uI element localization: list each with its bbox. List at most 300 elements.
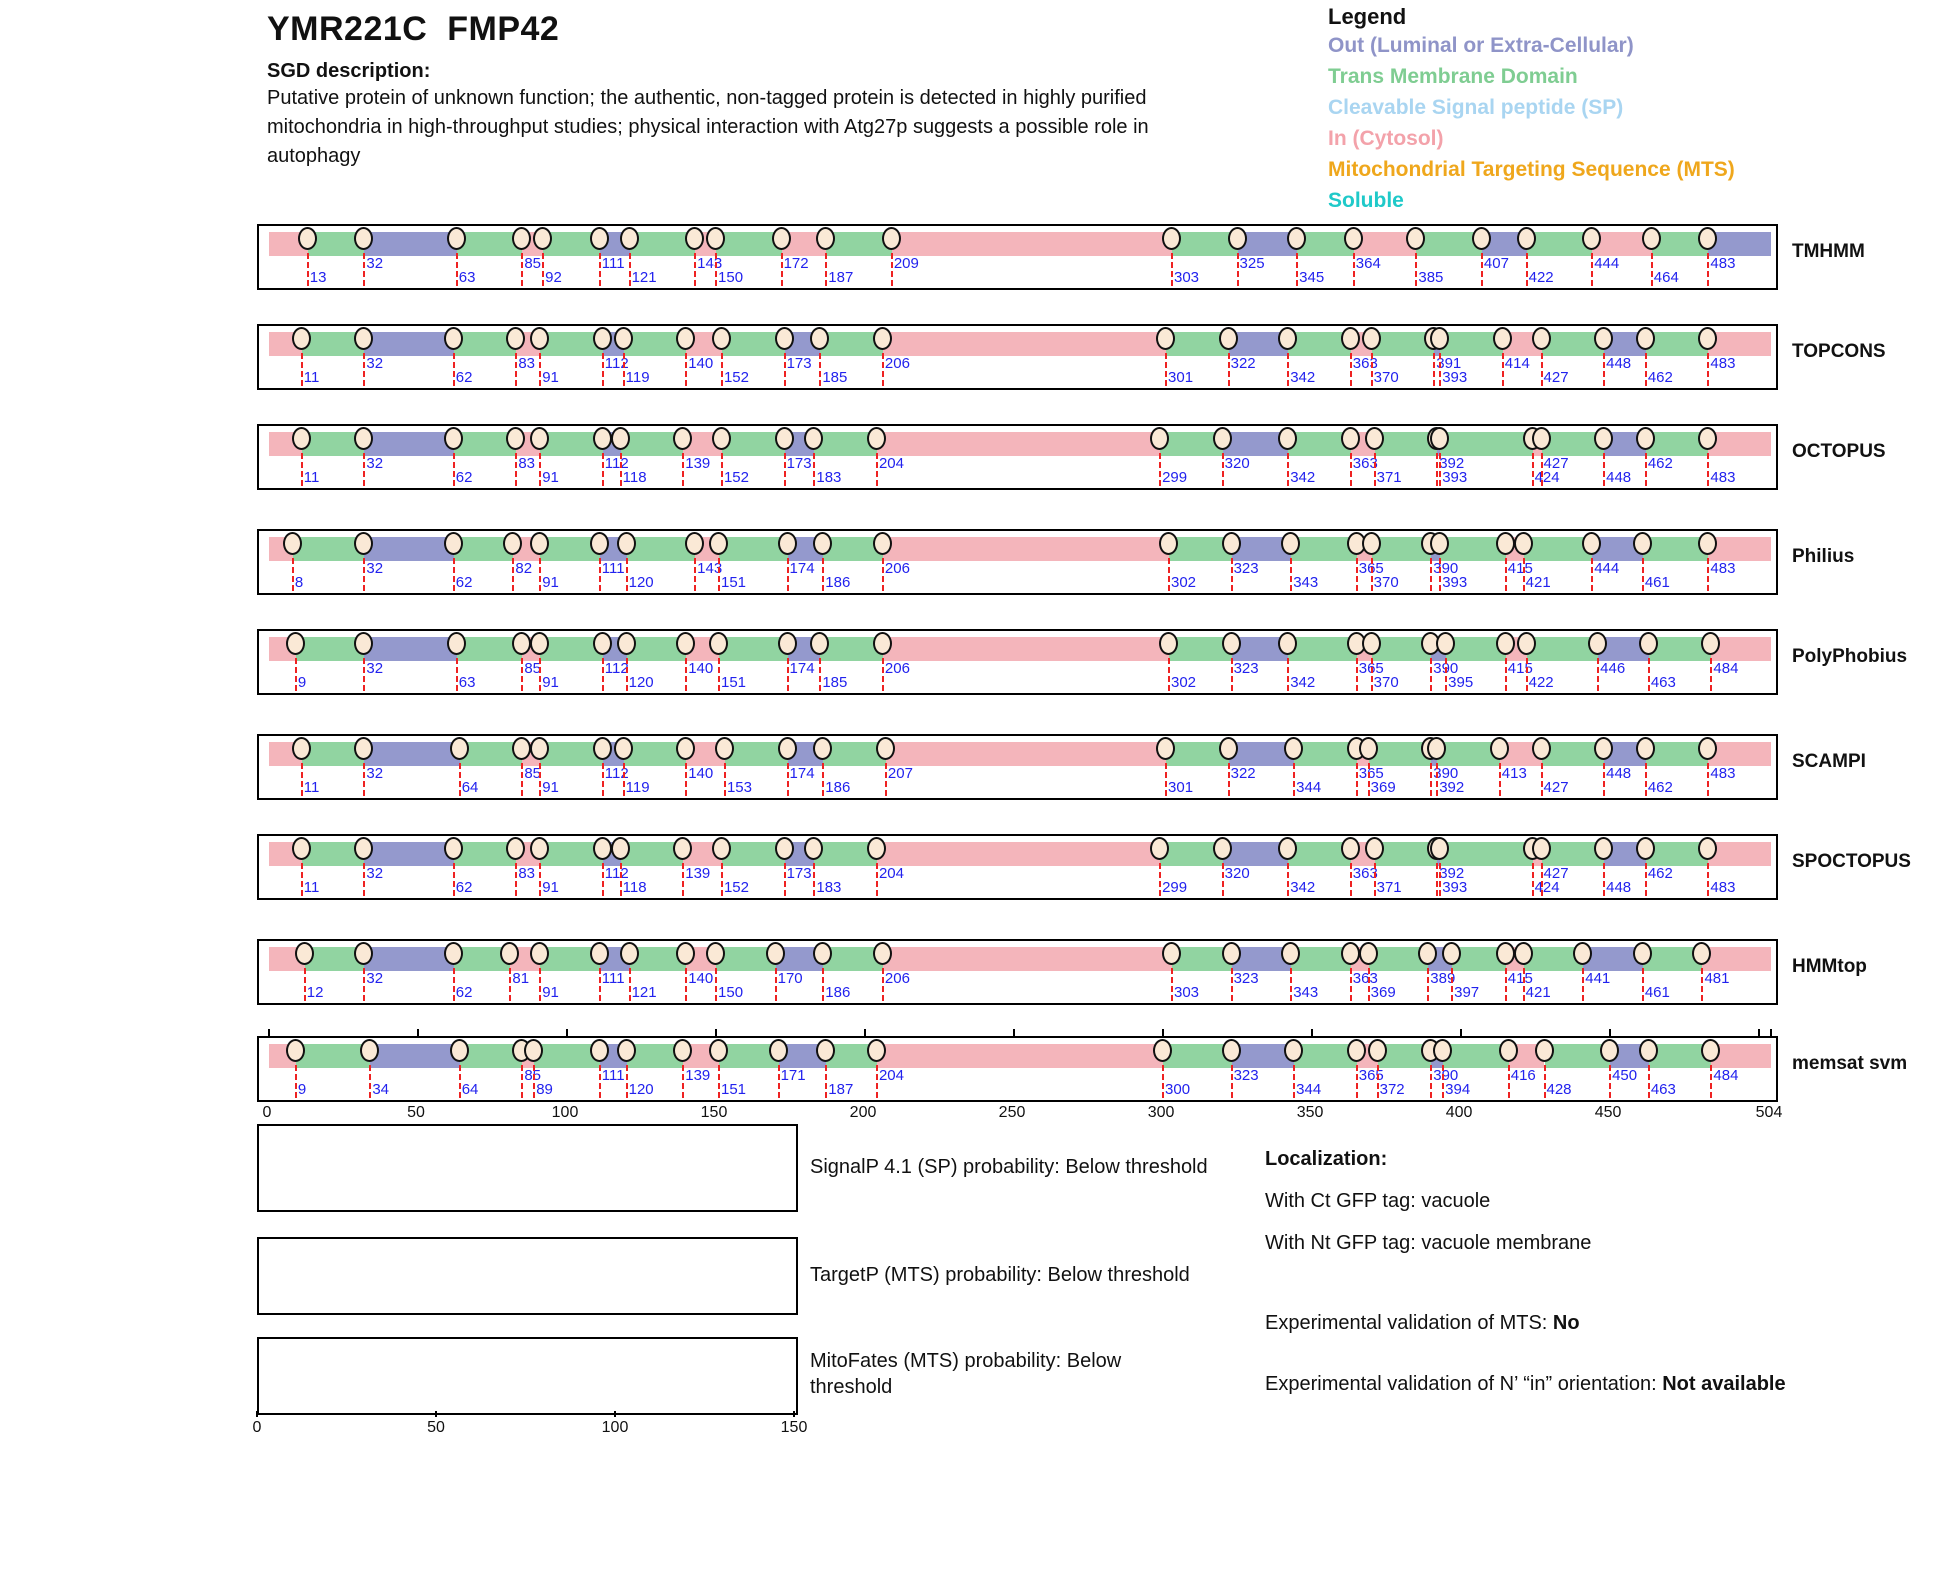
boundary-line: [539, 968, 541, 1001]
mitofates-axis-tick: [435, 1411, 437, 1417]
legend-title: Legend: [1328, 4, 1407, 29]
boundary-number: 83: [518, 455, 536, 472]
boundary-number: 62: [455, 469, 473, 486]
segment-in: [1708, 537, 1771, 561]
boundary-marker: [712, 327, 731, 350]
boundary-line: [825, 253, 827, 286]
boundary-line: [1707, 353, 1709, 386]
boundary-line: [1350, 968, 1352, 1001]
track-label-octopus: OCTOPUS: [1792, 441, 1886, 462]
boundary-line: [521, 253, 523, 286]
boundary-number: 185: [822, 674, 848, 691]
boundary-line: [623, 353, 625, 386]
boundary-line: [1371, 353, 1373, 386]
boundary-number: 206: [884, 355, 910, 372]
boundary-marker: [593, 427, 612, 450]
boundary-line: [819, 353, 821, 386]
boundary-line: [1645, 763, 1647, 796]
boundary-line: [1371, 558, 1373, 591]
boundary-marker: [778, 532, 797, 555]
boundary-marker: [1368, 1039, 1387, 1062]
boundary-line: [1707, 763, 1709, 796]
boundary-line: [1710, 1065, 1712, 1098]
boundary-number: 151: [721, 1081, 747, 1098]
boundary-number: 462: [1647, 865, 1673, 882]
boundary-line: [882, 353, 884, 386]
segment-out: [364, 332, 453, 356]
boundary-marker: [775, 427, 794, 450]
boundary-line: [602, 763, 604, 796]
boundary-number: 461: [1644, 984, 1670, 1001]
boundary-marker: [447, 632, 466, 655]
boundary-number: 152: [723, 879, 749, 896]
boundary-number: 395: [1448, 674, 1474, 691]
boundary-number: 118: [622, 469, 647, 486]
axis-tick-label: 350: [1296, 1104, 1324, 1121]
boundary-line: [1642, 968, 1644, 1001]
boundary-line: [1502, 353, 1504, 386]
axis-tick: [1013, 1029, 1015, 1038]
boundary-line: [1532, 863, 1534, 896]
axis-tick-label: 450: [1594, 1104, 1622, 1121]
boundary-number: 407: [1483, 255, 1509, 272]
boundary-number: 143: [697, 560, 723, 577]
legend-item-tm: Trans Membrane Domain: [1328, 65, 1578, 88]
boundary-number: 9: [297, 1081, 307, 1098]
boundary-marker: [1472, 227, 1491, 250]
boundary-number: 427: [1543, 369, 1569, 386]
boundary-marker: [611, 427, 630, 450]
boundary-line: [1430, 658, 1432, 691]
segment-in: [877, 432, 1160, 456]
boundary-marker: [1341, 327, 1360, 350]
segment-out: [364, 432, 453, 456]
boundary-number: 174: [789, 560, 815, 577]
boundary-marker: [1219, 327, 1238, 350]
boundary-number: 92: [545, 269, 562, 286]
boundary-marker: [292, 427, 311, 450]
boundary-line: [1159, 863, 1161, 896]
boundary-number: 448: [1606, 765, 1632, 782]
boundary-marker: [769, 1039, 788, 1062]
boundary-line: [1430, 763, 1432, 796]
boundary-marker: [298, 227, 317, 250]
boundary-line: [456, 253, 458, 286]
segment-out: [364, 842, 453, 866]
boundary-line: [685, 763, 687, 796]
boundary-line: [1296, 253, 1298, 286]
boundary-number: 85: [524, 660, 541, 677]
boundary-number: 62: [455, 574, 473, 591]
boundary-number: 370: [1373, 369, 1399, 386]
mitofates-axis-label: 0: [252, 1419, 262, 1436]
boundary-number: 32: [366, 560, 384, 577]
boundary-marker: [590, 1039, 609, 1062]
boundary-marker: [1639, 632, 1658, 655]
boundary-line: [1430, 558, 1432, 591]
track-label-topcons: TOPCONS: [1792, 341, 1886, 362]
localization-title: Localization:: [1265, 1148, 1388, 1170]
boundary-line: [876, 1065, 878, 1098]
boundary-number: 342: [1290, 879, 1316, 896]
boundary-line: [512, 558, 514, 591]
boundary-marker: [1490, 737, 1509, 760]
boundary-line: [1374, 863, 1376, 896]
signalp-label: SignalP 4.1 (SP) probability: Below threshold: [810, 1156, 1208, 1178]
boundary-number: 363: [1352, 970, 1378, 987]
boundary-marker: [876, 737, 895, 760]
track-label-spoctopus: SPOCTOPUS: [1792, 851, 1911, 872]
boundary-line: [891, 253, 893, 286]
boundary-marker: [1341, 942, 1360, 965]
boundary-marker: [1359, 942, 1378, 965]
boundary-marker: [867, 427, 886, 450]
boundary-marker: [1514, 532, 1533, 555]
boundary-number: 32: [366, 765, 384, 782]
boundary-line: [307, 253, 309, 286]
boundary-line: [1228, 763, 1230, 796]
boundary-number: 427: [1543, 779, 1569, 796]
boundary-number: 62: [455, 369, 473, 386]
boundary-number: 464: [1653, 269, 1679, 286]
boundary-number: 112: [604, 660, 629, 677]
track-label-hmmtop: HMMtop: [1792, 956, 1867, 977]
orientation-validation: [1265, 1368, 1815, 1401]
boundary-line: [363, 453, 365, 486]
boundary-number: 323: [1233, 1067, 1259, 1084]
mts-validation: [1265, 1312, 1580, 1335]
boundary-line: [1171, 968, 1173, 1001]
mts-validation-value: No: [1552, 1312, 1580, 1334]
boundary-number: 206: [884, 970, 910, 987]
boundary-line: [1523, 558, 1525, 591]
boundary-marker: [867, 837, 886, 860]
boundary-number: 416: [1510, 1067, 1536, 1084]
boundary-number: 32: [366, 660, 384, 677]
boundary-number: 12: [306, 984, 324, 1001]
boundary-number: 85: [524, 765, 541, 782]
axis-tick: [864, 1029, 866, 1038]
boundary-line: [1231, 658, 1233, 691]
boundary-marker: [283, 532, 302, 555]
mitofates-axis-label: 50: [427, 1419, 445, 1436]
boundary-number: 344: [1296, 779, 1322, 796]
boundary-line: [453, 863, 455, 896]
boundary-number: 364: [1355, 255, 1381, 272]
boundary-number: 187: [828, 1081, 854, 1098]
boundary-marker: [1347, 1039, 1366, 1062]
boundary-number: 415: [1507, 560, 1533, 577]
boundary-number: 322: [1230, 355, 1256, 372]
boundary-marker: [1219, 737, 1238, 760]
axis-tick: [1162, 1029, 1164, 1038]
boundary-number: 369: [1370, 779, 1396, 796]
boundary-marker: [1150, 837, 1169, 860]
boundary-marker: [1636, 837, 1655, 860]
boundary-marker: [1532, 327, 1551, 350]
boundary-marker: [709, 1039, 728, 1062]
boundary-line: [521, 658, 523, 691]
boundary-number: 11: [303, 879, 320, 896]
boundary-line: [1171, 253, 1173, 286]
sgd-description-text: Putative protein of unknown function; the authentic, non-tagged protein is detected in highly purified mitochondria in high-throughput studies; physical interaction with Atg27p suggests a possible role in autophagy: [267, 87, 1149, 167]
boundary-number: 11: [303, 469, 320, 486]
boundary-line: [882, 558, 884, 591]
boundary-line: [515, 453, 517, 486]
boundary-line: [1368, 763, 1370, 796]
boundary-line: [515, 353, 517, 386]
boundary-number: 186: [825, 574, 851, 591]
boundary-number: 32: [366, 455, 384, 472]
boundary-marker: [1517, 632, 1536, 655]
boundary-number: 365: [1358, 560, 1384, 577]
boundary-marker: [715, 737, 734, 760]
ct-gfp-localization: With Ct GFP tag: vacuole: [1265, 1190, 1491, 1212]
boundary-line: [602, 658, 604, 691]
boundary-number: 120: [628, 574, 654, 591]
boundary-line: [721, 353, 723, 386]
boundary-line: [1701, 968, 1703, 1001]
boundary-marker: [706, 942, 725, 965]
boundary-line: [626, 658, 628, 691]
boundary-number: 393: [1442, 879, 1468, 896]
boundary-line: [1603, 763, 1605, 796]
boundary-number: 385: [1418, 269, 1444, 286]
nt-gfp-localization: With Nt GFP tag: vacuole membrane: [1265, 1232, 1592, 1254]
boundary-number: 64: [461, 1081, 479, 1098]
boundary-number: 112: [604, 865, 629, 882]
boundary-line: [599, 253, 601, 286]
boundary-line: [1707, 453, 1709, 486]
boundary-number: 32: [366, 355, 384, 372]
boundary-number: 363: [1352, 865, 1378, 882]
boundary-number: 415: [1507, 970, 1533, 987]
boundary-number: 320: [1224, 865, 1250, 882]
boundary-number: 91: [542, 779, 559, 796]
boundary-number: 392: [1439, 455, 1465, 472]
boundary-number: 151: [721, 574, 747, 591]
boundary-marker: [1496, 632, 1515, 655]
boundary-number: 325: [1239, 255, 1265, 272]
boundary-number: 303: [1173, 269, 1200, 286]
boundary-number: 483: [1710, 560, 1736, 577]
boundary-number: 185: [822, 369, 848, 386]
boundary-number: 342: [1290, 674, 1316, 691]
boundary-line: [1430, 1065, 1432, 1098]
track-box-spoctopus: [257, 834, 1778, 900]
boundary-number: 118: [622, 879, 647, 896]
boundary-line: [718, 1065, 720, 1098]
segment-in: [877, 842, 1160, 866]
boundary-line: [1436, 763, 1438, 796]
boundary-number: 151: [721, 674, 747, 691]
boundary-line: [822, 558, 824, 591]
boundary-line: [1168, 558, 1170, 591]
boundary-number: 140: [688, 660, 714, 677]
boundary-marker: [1514, 942, 1533, 965]
boundary-marker: [1156, 737, 1175, 760]
boundary-number: 299: [1162, 469, 1188, 486]
boundary-number: 186: [825, 779, 851, 796]
boundary-number: 32: [366, 970, 384, 987]
boundary-number: 140: [688, 970, 714, 987]
boundary-line: [602, 353, 604, 386]
boundary-number: 119: [625, 369, 650, 386]
boundary-number: 448: [1606, 355, 1632, 372]
boundary-line: [781, 253, 783, 286]
boundary-line: [784, 863, 786, 896]
boundary-number: 345: [1299, 269, 1325, 286]
segment-out: [370, 1044, 459, 1068]
boundary-marker: [593, 837, 612, 860]
boundary-line: [1499, 763, 1501, 796]
mitofates-plot-box: [257, 1337, 798, 1415]
boundary-line: [295, 1065, 297, 1098]
boundary-line: [453, 353, 455, 386]
boundary-line: [1591, 558, 1593, 591]
boundary-line: [453, 968, 455, 1001]
boundary-number: 483: [1710, 765, 1736, 782]
legend: [1328, 4, 1735, 216]
boundary-line: [623, 763, 625, 796]
boundary-number: 463: [1650, 674, 1676, 691]
boundary-line: [682, 1065, 684, 1098]
boundary-line: [1505, 968, 1507, 1001]
boundary-marker: [1499, 1039, 1518, 1062]
boundary-number: 150: [718, 269, 744, 286]
boundary-number: 204: [878, 865, 904, 882]
boundary-number: 62: [455, 984, 473, 1001]
boundary-line: [1287, 863, 1289, 896]
boundary-line: [1165, 763, 1167, 796]
boundary-line: [1541, 353, 1543, 386]
boundary-line: [882, 658, 884, 691]
boundary-number: 390: [1433, 560, 1459, 577]
boundary-line: [1508, 1065, 1510, 1098]
boundary-number: 363: [1352, 455, 1378, 472]
boundary-number: 393: [1442, 469, 1468, 486]
segment-out: [364, 537, 453, 561]
boundary-number: 150: [718, 984, 744, 1001]
boundary-marker: [706, 227, 725, 250]
boundary-line: [787, 558, 789, 591]
boundary-line: [620, 863, 622, 896]
track-box-polyphobius: [257, 629, 1778, 695]
boundary-line: [599, 1065, 601, 1098]
boundary-marker: [1639, 1039, 1658, 1062]
boundary-number: 112: [604, 765, 629, 782]
boundary-line: [1541, 763, 1543, 796]
boundary-line: [539, 863, 541, 896]
boundary-line: [1353, 253, 1355, 286]
boundary-number: 11: [303, 369, 320, 386]
mitofates-axis-tick: [614, 1411, 616, 1417]
axis-tick: [566, 1029, 568, 1038]
boundary-marker: [873, 632, 892, 655]
boundary-line: [1445, 658, 1447, 691]
segment-in: [1711, 637, 1771, 661]
boundary-number: 300: [1165, 1081, 1191, 1098]
boundary-marker: [444, 942, 463, 965]
boundary-number: 299: [1162, 879, 1188, 896]
boundary-marker: [617, 632, 636, 655]
track-label-polyphobius: PolyPhobius: [1792, 646, 1908, 667]
boundary-number: 85: [524, 1067, 541, 1084]
segment-in: [1708, 432, 1771, 456]
segment-in: [883, 537, 1169, 561]
boundary-line: [724, 763, 726, 796]
boundary-line: [626, 558, 628, 591]
boundary-line: [1222, 453, 1224, 486]
boundary-marker: [1341, 837, 1360, 860]
track-label-philius: Philius: [1792, 546, 1855, 567]
boundary-marker: [1588, 632, 1607, 655]
boundary-line: [295, 658, 297, 691]
boundary-number: 394: [1445, 1081, 1471, 1098]
boundary-line: [1451, 968, 1453, 1001]
boundary-line: [1290, 558, 1292, 591]
boundary-number: 483: [1710, 255, 1736, 272]
boundary-number: 111: [601, 1067, 625, 1084]
track-box-scampi: [257, 734, 1778, 800]
boundary-number: 462: [1647, 369, 1673, 386]
boundary-marker: [1222, 532, 1241, 555]
boundary-marker: [1162, 227, 1181, 250]
boundary-line: [1439, 353, 1441, 386]
boundary-line: [521, 1065, 523, 1098]
boundary-marker: [1159, 632, 1178, 655]
boundary-marker: [295, 942, 314, 965]
axis-tick: [715, 1029, 717, 1038]
boundary-number: 424: [1534, 879, 1560, 896]
boundary-marker: [1636, 327, 1655, 350]
legend-item-mts: Mitochondrial Targeting Sequence (MTS): [1328, 158, 1735, 181]
legend-item-out: Out (Luminal or Extra-Cellular): [1328, 34, 1634, 57]
boundary-marker: [1341, 427, 1360, 450]
boundary-number: 9: [297, 674, 307, 691]
boundary-marker: [778, 632, 797, 655]
boundary-number: 91: [542, 369, 559, 386]
boundary-number: 83: [518, 355, 536, 372]
boundary-number: 461: [1644, 574, 1670, 591]
signalp-plot-box: [257, 1124, 798, 1212]
boundary-line: [1165, 353, 1167, 386]
boundary-marker: [447, 227, 466, 250]
boundary-line: [453, 558, 455, 591]
segment-in: [1708, 842, 1771, 866]
boundary-number: 206: [884, 660, 910, 677]
boundary-line: [626, 1065, 628, 1098]
boundary-number: 173: [786, 455, 812, 472]
boundary-line: [456, 658, 458, 691]
boundary-line: [1645, 353, 1647, 386]
boundary-marker: [286, 1039, 305, 1062]
boundary-line: [694, 558, 696, 591]
boundary-line: [1162, 1065, 1164, 1098]
boundary-line: [718, 558, 720, 591]
boundary-number: 91: [542, 469, 559, 486]
boundary-line: [521, 763, 523, 796]
boundary-marker: [1496, 942, 1515, 965]
boundary-number: 371: [1376, 879, 1402, 896]
targetp-label: TargetP (MTS) probability: Below threshold: [810, 1264, 1190, 1286]
boundary-number: 139: [685, 865, 711, 882]
boundary-marker: [617, 1039, 636, 1062]
boundary-number: 153: [726, 779, 752, 796]
boundary-number: 13: [309, 269, 327, 286]
boundary-marker: [1633, 532, 1652, 555]
boundary-line: [1651, 253, 1653, 286]
